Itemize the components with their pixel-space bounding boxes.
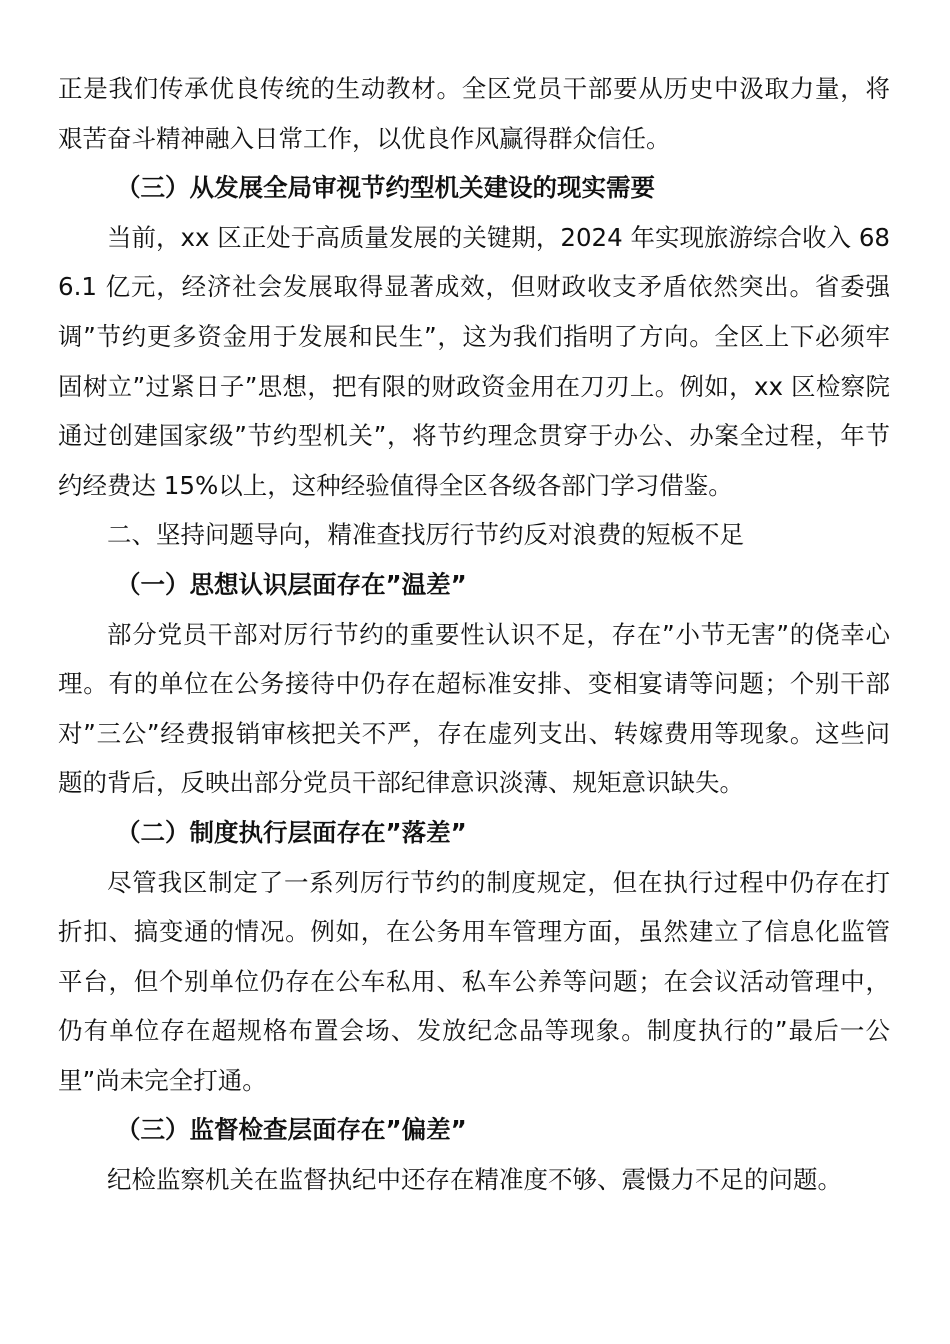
document-body (58, 64, 890, 1205)
subheading-3-practical-needs: （三）从发展全局审视节约型机关建设的现实需要 (116, 173, 655, 203)
paragraph-supervision: 纪检监察机关在监督执纪中还存在精准度不够、震慑力不足的问题。 (107, 1165, 842, 1195)
paragraph-ideology: 部分党员干部对厉行节约的重要性认识不足，存在”小节无害”的侥幸心理。有的单位在公务接待中仍存在超标准安排、变相宴请等问题；个别干部对”三公”经费报销审核把关不严，存在虚列支出、转嫁费用等现象。这些问题的背后，反映出部分党员干部纪律意识淡薄、规矩意识缺失。 (58, 619, 890, 798)
subheading-2-execution: （二）制度执行层面存在”落差” (116, 817, 467, 847)
paragraph-execution: 尽管我区制定了一系列厉行节约的制度规定，但在执行过程中仍存在打折扣、搞变通的情况。例如，在公务用车管理方面，虽然建立了信息化监管平台，但个别单位仍存在公车私用、私车公养等问题；在会议活动管理中，仍有单位存在超规格布置会场、发放纪念品等现象。制度执行的”最后一公里”尚未完全打通。 (58, 867, 890, 1095)
paragraph-development: 当前，xx 区正处于高质量发展的关键期，2024 年实现旅游综合收入 686.1 亿元，经济社会发展取得显著成效，但财政收支矛盾依然突出。省委强调”节约更多资金用于发展和民生”，这为我们指明了方向。全区上下必须牢固树立”过紧日子”思想，把有限的财政资金用在刀刃上。例如，xx 区检察院通过创建国家级”节约型机关”，将节约理念贯穿于办公、办案全过程，年节约经费达 15%以上，这种经验值得全区各级各部门学习借鉴。 (58, 222, 890, 500)
paragraph-continuation: 正是我们传承优良传统的生动教材。全区党员干部要从历史中汲取力量，将艰苦奋斗精神融入日常工作，以优良作风赢得群众信任。 (58, 74, 890, 153)
subheading-3-supervision: （三）监督检查层面存在”偏差” (116, 1115, 467, 1145)
subheading-1-ideology: （一）思想认识层面存在”温差” (116, 569, 467, 599)
section-heading-2: 二、坚持问题导向，精准查找厉行节约反对浪费的短板不足 (107, 520, 744, 550)
